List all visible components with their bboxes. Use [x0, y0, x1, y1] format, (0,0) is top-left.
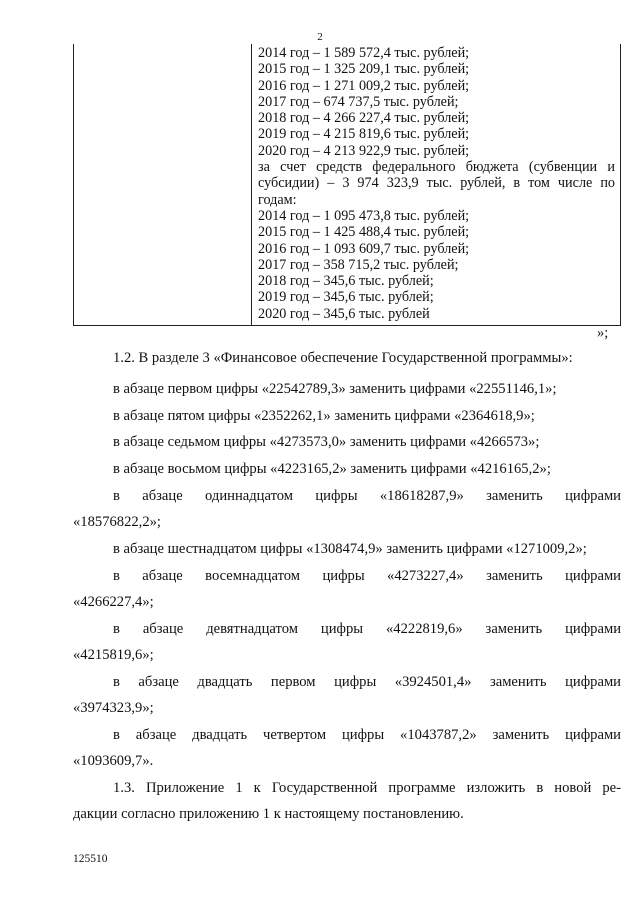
- table-line: 2020 год – 4 213 922,9 тыс. рублей;: [258, 142, 470, 159]
- table-line: 2014 год – 1 589 572,4 тыс. рублей;: [258, 45, 470, 61]
- table-line: 2016 год – 1 271 009,2 тыс. рублей;: [258, 77, 470, 94]
- edit-paragraph-line: «4215819,6»;: [73, 647, 154, 663]
- table-column-divider: [251, 44, 252, 325]
- footer-code: 125510: [73, 853, 108, 865]
- table-line: субсидии) – 3 974 323,9 тыс. рублей, в том числе по: [258, 175, 615, 192]
- edit-paragraph-line: «18576822,2»;: [73, 514, 161, 530]
- table-line: 2014 год – 1 095 473,8 тыс. рублей;: [258, 207, 470, 224]
- page-number: 2: [317, 31, 323, 43]
- section-1-3-line: дакции согласно приложению 1 к настоящему постановлению.: [73, 806, 464, 822]
- section-1-3-line: 1.3. Приложение 1 к Государственной программе изложить в новой ре-: [113, 780, 621, 796]
- table-right-cell: [258, 45, 615, 322]
- table-line: 2015 год – 1 425 488,4 тыс. рублей;: [258, 224, 470, 241]
- edit-paragraph-line: в абзаце одиннадцатом цифры «18618287,9» заменить цифрами: [113, 488, 621, 504]
- table-line: 2018 год – 345,6 тыс. рублей;: [258, 273, 434, 290]
- edit-paragraph-line: в абзаце двадцать первом цифры «3924501,4» заменить цифрами: [113, 674, 621, 690]
- table-line: 2017 год – 674 737,5 тыс. рублей;: [258, 93, 459, 110]
- edit-paragraph: в абзаце пятом цифры «2352262,1» заменить цифрами «2364618,9»;: [113, 408, 535, 424]
- edit-paragraph-line: в абзаце девятнадцатом цифры «4222819,6» заменить цифрами: [113, 621, 621, 637]
- table-line: 2018 год – 4 266 227,4 тыс. рублей;: [258, 110, 470, 127]
- section-heading: 1.2. В разделе 3 «Финансовое обеспечение Государственной программы»:: [113, 350, 573, 366]
- edit-paragraph-line: «4266227,4»;: [73, 594, 154, 610]
- edit-paragraph: в абзаце восьмом цифры «4223165,2» заменить цифрами «4216165,2»;: [113, 461, 551, 477]
- table-line: 2017 год – 358 715,2 тыс. рублей;: [258, 256, 459, 273]
- table-line: за счет средств федерального бюджета (субвенции и: [258, 159, 615, 176]
- edit-paragraph-line: «1093609,7».: [73, 753, 154, 769]
- closing-quote: »;: [597, 325, 609, 341]
- table-line: 2019 год – 345,6 тыс. рублей;: [258, 289, 434, 306]
- edit-paragraph-line: «3974323,9»;: [73, 700, 154, 716]
- edit-paragraph-line: в абзаце двадцать четвертом цифры «1043787,2» заменить цифрами: [113, 727, 621, 743]
- edit-paragraph: в абзаце шестнадцатом цифры «1308474,9» заменить цифрами «1271009,2»;: [113, 541, 587, 557]
- edit-paragraph-line: в абзаце восемнадцатом цифры «4273227,4» заменить цифрами: [113, 568, 621, 584]
- table-line: 2015 год – 1 325 209,1 тыс. рублей;: [258, 61, 470, 78]
- table-line: 2019 год – 4 215 819,6 тыс. рублей;: [258, 126, 470, 143]
- edit-paragraph: в абзаце седьмом цифры «4273573,0» заменить цифрами «4266573»;: [113, 434, 540, 450]
- table-line: 2020 год – 345,6 тыс. рублей: [258, 305, 430, 322]
- table-line: годам:: [258, 191, 297, 208]
- table-line: 2016 год – 1 093 609,7 тыс. рублей;: [258, 240, 470, 257]
- edit-paragraph: в абзаце первом цифры «22542789,3» заменить цифрами «22551146,1»;: [113, 381, 557, 397]
- budget-table: [73, 44, 621, 326]
